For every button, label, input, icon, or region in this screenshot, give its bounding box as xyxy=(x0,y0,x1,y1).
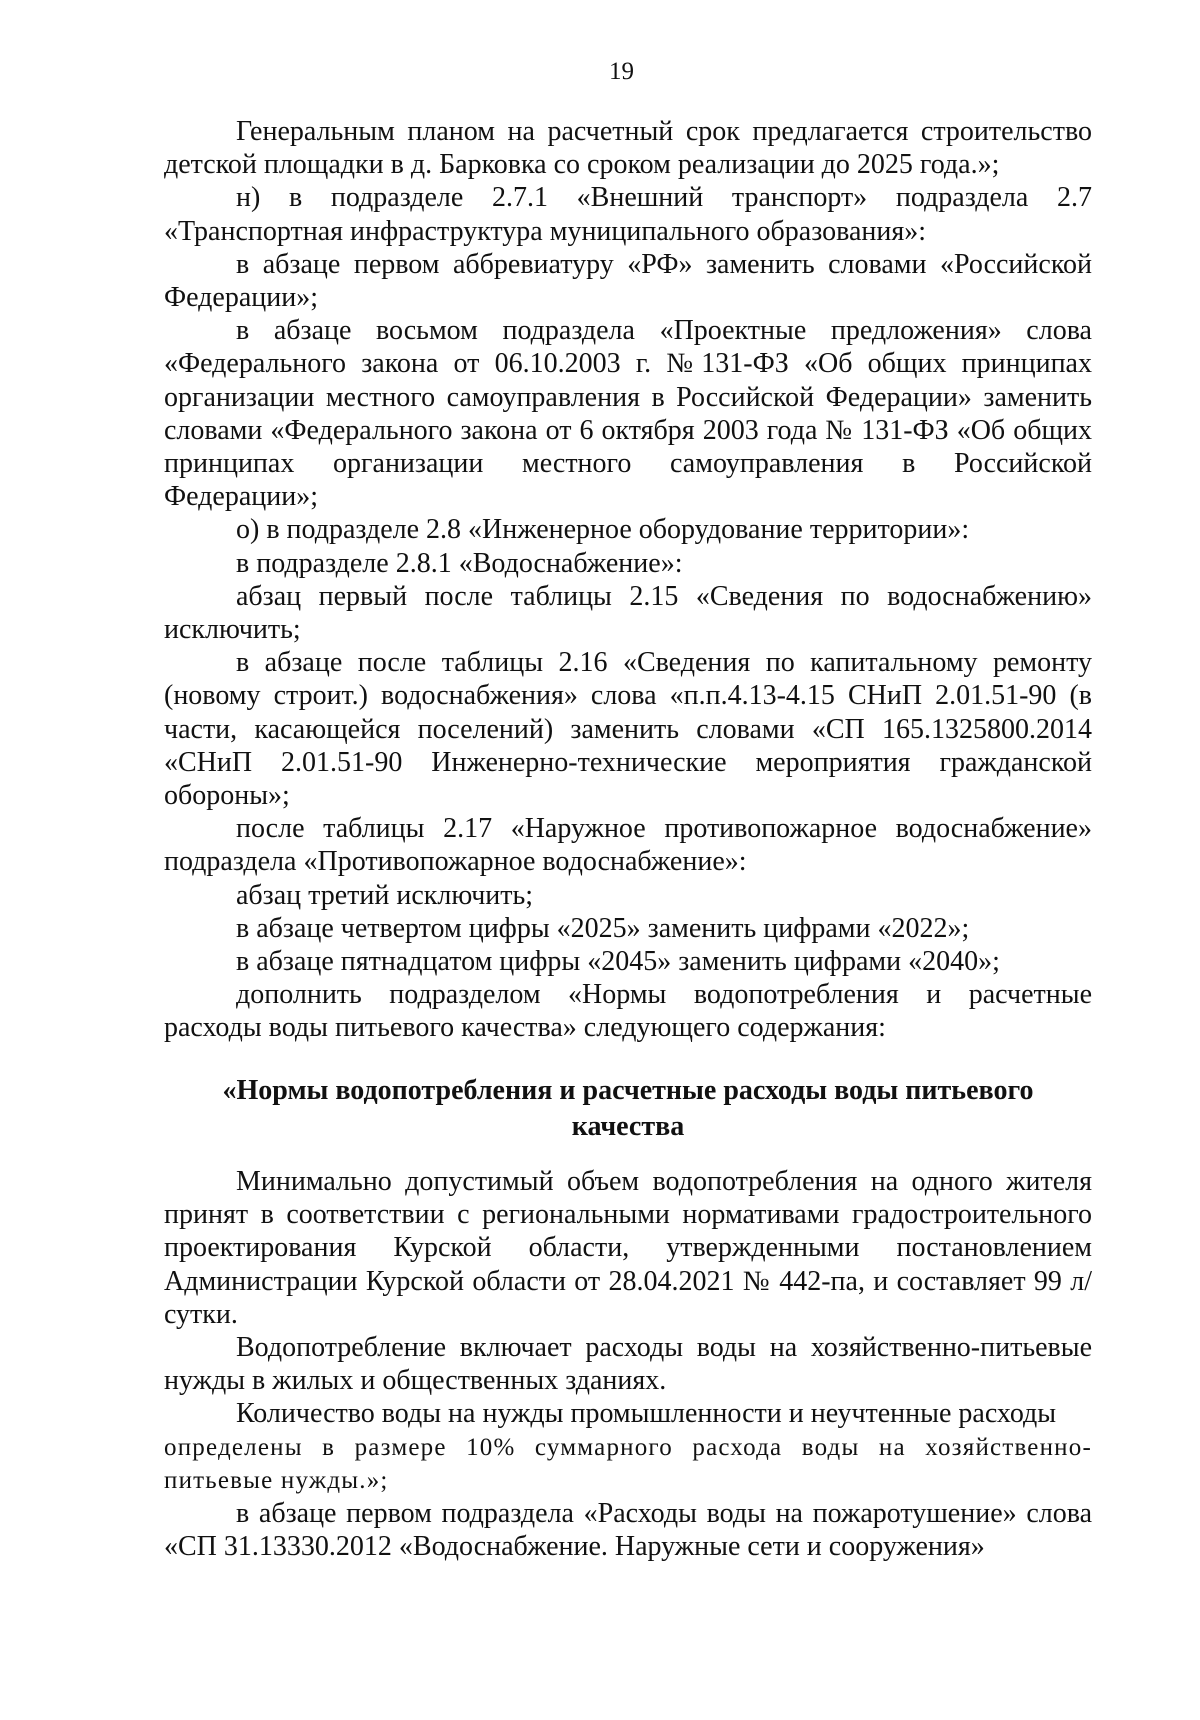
paragraph: абзац третий исключить; xyxy=(236,879,534,911)
paragraph: о) в подразделе 2.8 «Инженерное оборудование территории»: xyxy=(236,514,970,546)
amendments-text xyxy=(164,115,1092,1045)
paragraph: в абзаце пятнадцатом цифры «2045» заменить цифрами «2040»; xyxy=(236,946,1000,978)
paragraph: Количество воды на нужды промышленности и неучтенные расходы xyxy=(236,1398,1057,1430)
heading-line: «Нормы водопотребления и расчетные расходы воды питьевого xyxy=(222,1075,1034,1106)
paragraph: Генеральным планом на расчетный срок предлагается строительство детской площадки в д. Барковка со сроком реализации до 2025 года.»; xyxy=(164,116,1092,181)
paragraph: Минимально допустимый объем водопотребления на одного жителя принят в соответствии с региональными нормативами градостроительного проектирования Курской области, утвержденными постановлением Администрации Курской области от 28.04.2021 № 442-па, и составляет 99 л/сутки. xyxy=(164,1166,1092,1330)
paragraph: в абзаце первом подраздела «Расходы воды на пожаротушение» слова «СП 31.13330.2012 «Водоснабжение. Наружные сети и сооружения» xyxy=(164,1498,1092,1563)
paragraph: после таблицы 2.17 «Наружное противопожарное водоснабжение» подраздела «Противопожарное водоснабжение»: xyxy=(164,813,1092,878)
paragraph: в абзаце после таблицы 2.16 «Сведения по капитальному ремонту (новому строит.) водоснабжения» слова «п.п.4.13-4.15 СНиП 2.01.51-90 (в части, касающейся поселений) заменить словами «СП 165.1325800.2014 «СНиП 2.01.51-90 Инженерно-технические мероприятия гражданской обороны»; xyxy=(164,647,1092,812)
paragraph: Водопотребление включает расходы воды на хозяйственно-питьевые нужды в жилых и общественных зданиях. xyxy=(164,1332,1092,1397)
paragraph: абзац первый после таблицы 2.15 «Сведения по водоснабжению» исключить; xyxy=(164,580,1092,646)
page-number: 19 xyxy=(609,58,634,85)
section-heading xyxy=(164,1073,1092,1145)
norms-text xyxy=(164,1165,1092,1563)
paragraph: дополнить подразделом «Нормы водопотребления и расчетные расходы воды питьевого качества» следующего содержания: xyxy=(164,979,1092,1044)
paragraph: в абзаце первом аббревиатуру «РФ» заменить словами «Российской Федерации»; xyxy=(164,248,1092,314)
paragraph: в абзаце восьмом подраздела «Проектные предложения» слова «Федерального закона от 06.10.2003 г. №131-ФЗ «Об общих принципах организации местного самоуправления в Российской Федерации» заменить словами «Федерального закона от 6 октября 2003 года № 131-ФЗ «Об общих принципах организации местного самоуправления в Российской Федерации»; xyxy=(164,315,1092,513)
paragraph: определены в размере 10% суммарного расхода воды на хозяйственно-питьевые нужды.»; xyxy=(164,1433,1092,1494)
paragraph: в подразделе 2.8.1 «Водоснабжение»: xyxy=(236,547,683,579)
paragraph: н) в подразделе 2.7.1 «Внешний транспорт» подраздела 2.7 «Транспортная инфраструктура муниципального образования»: xyxy=(164,182,1092,247)
heading-line: качества xyxy=(571,1111,685,1142)
paragraph: в абзаце четвертом цифры «2025» заменить цифрами «2022»; xyxy=(236,912,970,944)
